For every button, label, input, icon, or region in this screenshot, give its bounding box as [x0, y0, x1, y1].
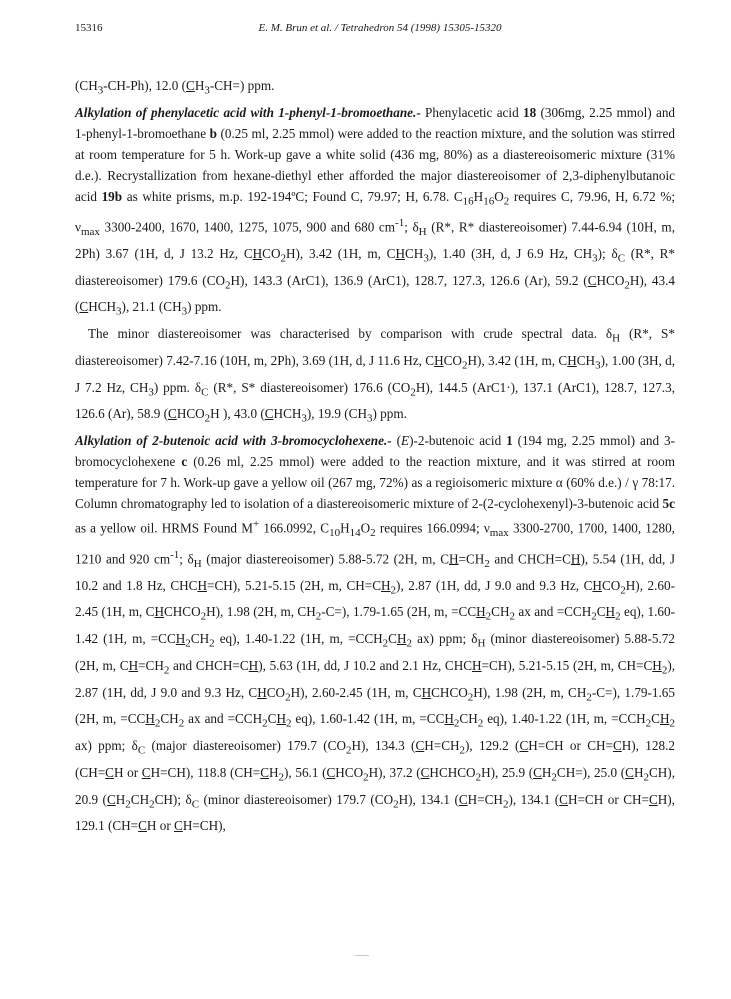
subscript: max: [489, 527, 509, 540]
marked-atom: C: [326, 764, 336, 780]
text-run: ); δ: [597, 245, 618, 261]
text-run: )-2-butenoic acid: [409, 433, 507, 449]
compound-label: 1: [506, 433, 513, 449]
text-run: HCH: [88, 299, 117, 315]
marked-atom: C: [106, 791, 116, 807]
marked-atom: C: [420, 764, 430, 780]
text-run: eq), 1.40-1.22 (1H, m, =CCH: [214, 631, 383, 647]
subscript: 3: [592, 252, 598, 265]
subscript: 2: [285, 691, 291, 704]
text-run: 166.0992, C: [259, 520, 330, 536]
text-run: H or: [146, 818, 175, 834]
text-run: H ), 43.0 (: [210, 406, 265, 422]
text-run: CO: [262, 245, 281, 261]
text-run: requires C, 79.96, H, 6.72 %; ν: [75, 189, 675, 235]
text-run: HCO: [176, 406, 205, 422]
marked-atom: H: [444, 711, 454, 727]
text-run: -CH=) ppm.: [209, 78, 275, 93]
text-run: ), 2.87 (1H, dd, J 9.0 and 9.3 Hz, C: [396, 577, 593, 593]
text-run: H), 1.98 (2H, m, CH: [473, 684, 587, 700]
marked-atom: H: [396, 631, 407, 647]
compound-label: 5c: [662, 496, 675, 512]
subscript: 2: [163, 664, 170, 677]
marked-atom: H: [476, 604, 486, 620]
marked-atom: H: [154, 604, 164, 620]
subscript: 2: [149, 798, 155, 811]
text-run: ), 1.40 (3H, d, J 6.9 Hz, CH: [428, 245, 593, 261]
subscript: 2: [669, 718, 675, 731]
text-run: H=CH),: [182, 818, 226, 834]
subscript: 14: [349, 527, 361, 540]
subscript: H: [477, 637, 486, 650]
marked-atom: H: [605, 604, 616, 620]
subscript: 2: [285, 718, 292, 731]
subscript: H: [418, 225, 427, 238]
paragraph-continuation: [75, 75, 675, 102]
text-run: ; δ: [179, 551, 194, 566]
subscript: 2: [509, 611, 515, 624]
text-run: H or: [113, 764, 142, 780]
text-run: as white prisms, m.p. 192-194ºC; Found C, 79.97; H, 6.78. C: [122, 189, 463, 205]
text-run: CHCO: [163, 604, 201, 620]
subscript: C: [137, 744, 146, 757]
text-run: H=CH), 118.8 (CH=: [150, 764, 261, 780]
text-run: H), 134.3 (: [351, 738, 416, 754]
text-run: HCO: [596, 272, 625, 288]
subscript: 2: [645, 718, 652, 731]
text-run: The minor diastereoisomer was characterised by comparison with crude spectral data. δ: [88, 326, 613, 342]
page-number: 15316: [75, 22, 103, 34]
text-run: ) ppm.: [372, 406, 407, 422]
text-run: H=CH: [467, 791, 503, 807]
text-run: H), 43.4 (: [75, 272, 676, 315]
marked-atom: H: [395, 245, 405, 261]
text-run: H), 128.2 (CH=: [75, 738, 675, 780]
marked-atom: H: [570, 551, 581, 566]
text-run: ), 56.1 (: [284, 764, 327, 780]
text-run: H: [194, 78, 205, 93]
compound-label: 18: [522, 104, 537, 120]
subscript: 2: [370, 527, 376, 540]
subscript: 2: [461, 359, 468, 372]
text-run: ), 1.00 (3H, d, J 7.2 Hz, CH: [75, 352, 676, 395]
marked-atom: H: [472, 657, 482, 673]
marked-atom: H: [128, 657, 139, 673]
text-run: and CHCH=C: [489, 551, 571, 566]
text-run: CH); δ: [154, 791, 192, 807]
marked-atom: C: [260, 764, 269, 780]
text-run: H: [473, 189, 484, 205]
subscript: 2: [551, 771, 557, 784]
marked-atom: H: [248, 657, 259, 673]
marked-atom: H: [145, 711, 155, 727]
subscript: 2: [467, 691, 474, 704]
section-heading: Alkylation of phenylacetic acid with 1-phenyl-1-bromoethane.-: [75, 104, 421, 120]
text-run: as a yellow oil. HRMS Found M: [75, 520, 253, 536]
text-run: HCO: [335, 764, 364, 780]
subscript: 2: [475, 771, 482, 784]
text-run: C: [596, 604, 606, 620]
text-run: -CH-Ph), 12.0 (: [103, 78, 187, 93]
text-run: H), 37.2 (: [368, 764, 421, 780]
subscript: C: [191, 798, 200, 811]
text-run: 3300-2400, 1670, 1400, 1275, 1075, 900 and 680 cm: [99, 219, 396, 235]
subscript: 2: [393, 798, 399, 811]
text-run: CHCO: [431, 684, 468, 700]
text-run: ), 5.63 (1H, dd, J 10.2 and 2.1 Hz, CHC: [258, 657, 473, 673]
marked-atom: C: [138, 818, 147, 834]
text-run: H: [115, 791, 126, 807]
subscript: 3: [97, 84, 104, 97]
subscript: 2: [406, 637, 412, 650]
text-run: H: [340, 520, 350, 536]
text-run: ax and =CCH: [184, 711, 263, 727]
paragraph-minor-diastereoisomer: [75, 323, 675, 430]
text-run: H), 2.60-2.45 (1H, m, C: [290, 684, 422, 700]
marked-atom: C: [587, 272, 597, 288]
text-run: CO: [266, 684, 286, 700]
text-run: ; δ: [404, 219, 419, 235]
subscript: 2: [485, 611, 492, 624]
text-run: HCHCO: [429, 764, 476, 780]
text-run: H), 144.5 (ArC1·), 137.1 (ArC1), 128.7, 127.3, 126.6 (Ar), 58.9 (: [75, 379, 675, 422]
subscript: 2: [624, 279, 630, 292]
text-run: CH: [576, 352, 596, 368]
text-run: C: [267, 711, 277, 727]
marked-atom: C: [648, 791, 658, 807]
subscript: 3: [181, 306, 188, 319]
text-run: =CH), 5.21-5.15 (2H, m, CH=C: [207, 577, 382, 593]
text-run: and CHCH=C: [169, 657, 249, 673]
text-run: -C=), 1.79-1.65 (2H, m, =CC: [75, 684, 675, 727]
marked-atom: H: [592, 577, 602, 593]
text-run: H), 3.42 (1H, m, C: [286, 245, 396, 261]
text-run: ax) ppm; δ: [75, 738, 138, 754]
subscript: 3: [595, 359, 601, 372]
paragraph-phenylacetic-acid-alkylation: [75, 102, 675, 323]
subscript: 2: [453, 718, 460, 731]
marked-atom: C: [559, 791, 568, 807]
text-run: CH: [190, 631, 210, 647]
subscript: 3: [116, 306, 122, 319]
marked-atom: C: [168, 406, 177, 422]
text-run: eq), 1.60-1.42 (1H, m, =CC: [291, 711, 445, 727]
text-run: H), 134.1 (: [398, 791, 459, 807]
text-run: (306mg, 2.25 mmol) and 1-phenyl-1-bromoethane: [75, 104, 676, 141]
subscript: 2: [591, 611, 597, 624]
text-run: (major diastereoisomer) 179.7 (CO: [145, 738, 346, 754]
text-run: (: [391, 433, 402, 449]
subscript: H: [612, 332, 621, 345]
subscript: 2: [225, 279, 231, 292]
text-run: eq), 1.60-1.42 (1H, m, =CC: [75, 604, 675, 647]
marked-atom: C: [186, 78, 195, 93]
subscript: C: [201, 386, 209, 399]
marked-atom: C: [264, 406, 274, 422]
marked-atom: H: [276, 711, 286, 727]
text-run: ), 5.54 (1H, dd, J 10.2 and 1.8 Hz, CHC: [75, 551, 675, 593]
marked-atom: C: [174, 818, 183, 834]
marked-atom: C: [625, 764, 634, 780]
text-run: -C=), 1.79-1.65 (2H, m, =CC: [321, 604, 477, 620]
marked-atom: H: [567, 352, 577, 368]
subscript: 2: [484, 557, 490, 570]
text-run: ), 21.1 (CH: [121, 299, 182, 315]
subscript: 2: [363, 771, 369, 784]
subscript: C: [617, 252, 626, 265]
marked-atom: H: [421, 684, 432, 700]
subscript: 16: [483, 195, 495, 208]
subscript: 2: [125, 798, 131, 811]
marked-atom: H: [257, 684, 267, 700]
text-run: H=CH: [424, 738, 460, 754]
text-run: H), 25.9 (: [481, 764, 534, 780]
text-run: HCH: [273, 406, 302, 422]
text-run: requires 166.0994; ν: [375, 520, 490, 536]
text-run: (minor diastereoisomer) 179.7 (CO: [199, 791, 394, 807]
marked-atom: C: [458, 791, 468, 807]
text-run: H), 1.98 (2H, m, CH: [206, 604, 316, 620]
text-run: ), 134.1 (: [508, 791, 560, 807]
text-run: CH), 20.9 (: [75, 764, 675, 807]
text-run: (major diastereoisomer) 5.88-5.72 (2H, m, C: [201, 551, 449, 566]
text-run: (minor diastereoisomer) 5.88-5.72 (2H, m, C: [75, 631, 675, 673]
text-run: H), 143.3 (ArC1), 136.9 (ArC1), 128.7, 127.3, 126.6 (Ar), 59.2 (: [230, 272, 588, 288]
text-run: H=CH or CH=: [528, 738, 613, 754]
text-run: (194 mg, 2.25 mmol) and 3-bromocyclohexene: [75, 433, 675, 470]
experimental-text: [75, 75, 675, 836]
text-run: =CH: [138, 657, 164, 673]
marked-atom: C: [612, 738, 622, 754]
text-run: CH: [459, 711, 478, 727]
subscript: 2: [410, 386, 416, 399]
marked-atom: C: [141, 764, 151, 780]
subscript: 2: [315, 611, 322, 624]
subscript: 2: [278, 771, 285, 784]
subscript: 2: [382, 637, 389, 650]
subscript: 2: [345, 744, 352, 757]
text-run: H=CH or CH=: [567, 791, 649, 807]
marked-atom: C: [79, 299, 89, 315]
subscript: 2: [643, 771, 649, 784]
text-run: (R*, S* diastereoisomer) 7.42-7.16 (10H, m, 2Ph), 3.69 (1H, d, J 11.6 Hz, C: [75, 326, 675, 368]
compound-label: b: [209, 125, 217, 141]
subscript: 2: [477, 718, 484, 731]
text-run: ), 129.2 (: [465, 738, 520, 754]
text-run: CO: [601, 577, 621, 593]
text-run: H: [541, 764, 552, 780]
text-run: C: [651, 711, 660, 727]
subscript: 10: [329, 527, 341, 540]
marked-atom: H: [434, 352, 444, 368]
text-run: ax and =CCH: [514, 604, 592, 620]
subscript: 3: [204, 84, 210, 97]
text-run: ) ppm.: [187, 299, 222, 315]
superscript: -1: [170, 548, 180, 561]
page-header: [75, 22, 685, 38]
compound-label: c: [181, 454, 188, 470]
subscript: 16: [462, 195, 474, 208]
text-run: H: [633, 764, 644, 780]
text-run: CH: [160, 711, 179, 727]
subscript: 3: [301, 413, 307, 426]
marked-atom: H: [652, 657, 662, 673]
text-run: O: [494, 189, 504, 205]
subscript: 2: [262, 718, 268, 731]
text-run: (R*, S* diastereoisomer) 176.6 (CO: [208, 379, 411, 395]
marked-atom: H: [197, 577, 208, 593]
text-run: ), 2.87 (1H, dd, J 9.0 and 9.3 Hz, C: [75, 657, 676, 700]
marked-atom: H: [381, 577, 391, 593]
subscript: 2: [209, 637, 215, 650]
text-run: (0.25 ml, 2.25 mmol) were added to the reaction mixture, and the solution was stirred at room temperature for 5 h. Work-up gave a white solid (436 mg, 80%) as a diastereoisomeric mixture (31% d.e.). Recrystallization from hexane-diethyl ether afforded the major diastereoisomer of 2,3-diphenylbutanoic acid: [75, 125, 675, 205]
subscript: 2: [200, 611, 207, 624]
subscript: H: [193, 557, 202, 570]
text-run: H), 2.60-2.45 (1H, m, C: [75, 577, 675, 620]
superscript: -1: [395, 216, 405, 229]
text-run: H), 3.42 (1H, m, C: [467, 352, 568, 368]
marked-atom: C: [415, 738, 425, 754]
subscript: 2: [615, 611, 621, 624]
subscript: 2: [661, 664, 668, 677]
text-run: eq), 1.40-1.22 (1H, m, =CCH: [483, 711, 646, 727]
marked-atom: C: [519, 738, 529, 754]
marked-atom: H: [659, 711, 670, 727]
superscript: +: [252, 518, 260, 531]
text-run: (R*, R* diastereoisomer) 7.44-6.94 (10H, m, 2Ph) 3.67 (1H, d, J 13.2 Hz, C: [75, 219, 675, 261]
text-run: (CH: [75, 78, 98, 93]
section-heading: Alkylation of 2-butenoic acid with 3-bromocyclohexene.-: [75, 433, 392, 449]
marked-atom: C: [105, 764, 114, 780]
text-run: CO: [443, 352, 462, 368]
text-run: CH: [404, 245, 424, 261]
subscript: 3: [148, 386, 154, 399]
subscript: 2: [154, 718, 161, 731]
subscript: 2: [459, 744, 466, 757]
subscript: 3: [423, 252, 429, 265]
text-run: 3300-2700, 1700, 1400, 1280, 1210 and 920 cm: [75, 520, 675, 566]
marked-atom: H: [175, 631, 186, 647]
compound-label: 19b: [101, 189, 123, 205]
marked-atom: H: [449, 551, 459, 566]
text-run: H: [268, 764, 279, 780]
subscript: 2: [586, 691, 592, 704]
italic-text: E: [401, 433, 410, 449]
text-run: CH: [491, 604, 510, 620]
paragraph-butenoic-acid-alkylation: [75, 430, 675, 836]
marked-atom: H: [252, 245, 263, 261]
text-run: CH=), 25.0 (: [556, 764, 626, 780]
subscript: 2: [204, 413, 211, 426]
subscript: 2: [280, 252, 286, 265]
subscript: 3: [366, 413, 373, 426]
text-run: ) ppm. δ: [153, 379, 202, 395]
text-run: O: [360, 520, 371, 536]
text-run: C: [388, 631, 397, 647]
footer-mark: [355, 955, 369, 956]
subscript: 2: [390, 584, 397, 597]
text-run: =CH: [458, 551, 485, 566]
text-run: H), 129.1 (CH=: [75, 791, 675, 834]
subscript: 2: [620, 584, 626, 597]
text-run: (0.26 ml, 2.25 mmol) were added to the reaction mixture, and it was stirred at room temperature for 7 h. Work-up gave a yellow oil (267 mg, 72%) as a regioisomeric mixture α (60% d.e.) / γ 78:17. Column chromatography led to isolation of a diastereoisomeric mixture of 2-(2-cyclohexenyl)-3-butenoic acid: [75, 454, 675, 512]
text-run: ax) ppm; δ: [412, 631, 478, 647]
text-run: Phenylacetic acid: [420, 104, 523, 120]
text-run: (R*, R* diastereoisomer) 179.6 (CO: [75, 245, 676, 288]
text-run: CH: [130, 791, 150, 807]
subscript: max: [80, 225, 100, 238]
running-head: E. M. Brun et al. / Tetrahedron 54 (1998) 15305-15320: [258, 22, 502, 34]
subscript: 2: [178, 718, 185, 731]
text-run: ), 19.9 (CH: [306, 406, 367, 422]
marked-atom: C: [533, 764, 542, 780]
text-run: =CH), 5.21-5.15 (2H, m, CH=C: [481, 657, 653, 673]
subscript: 2: [503, 195, 510, 208]
subscript: 2: [185, 637, 191, 650]
subscript: 2: [502, 798, 509, 811]
